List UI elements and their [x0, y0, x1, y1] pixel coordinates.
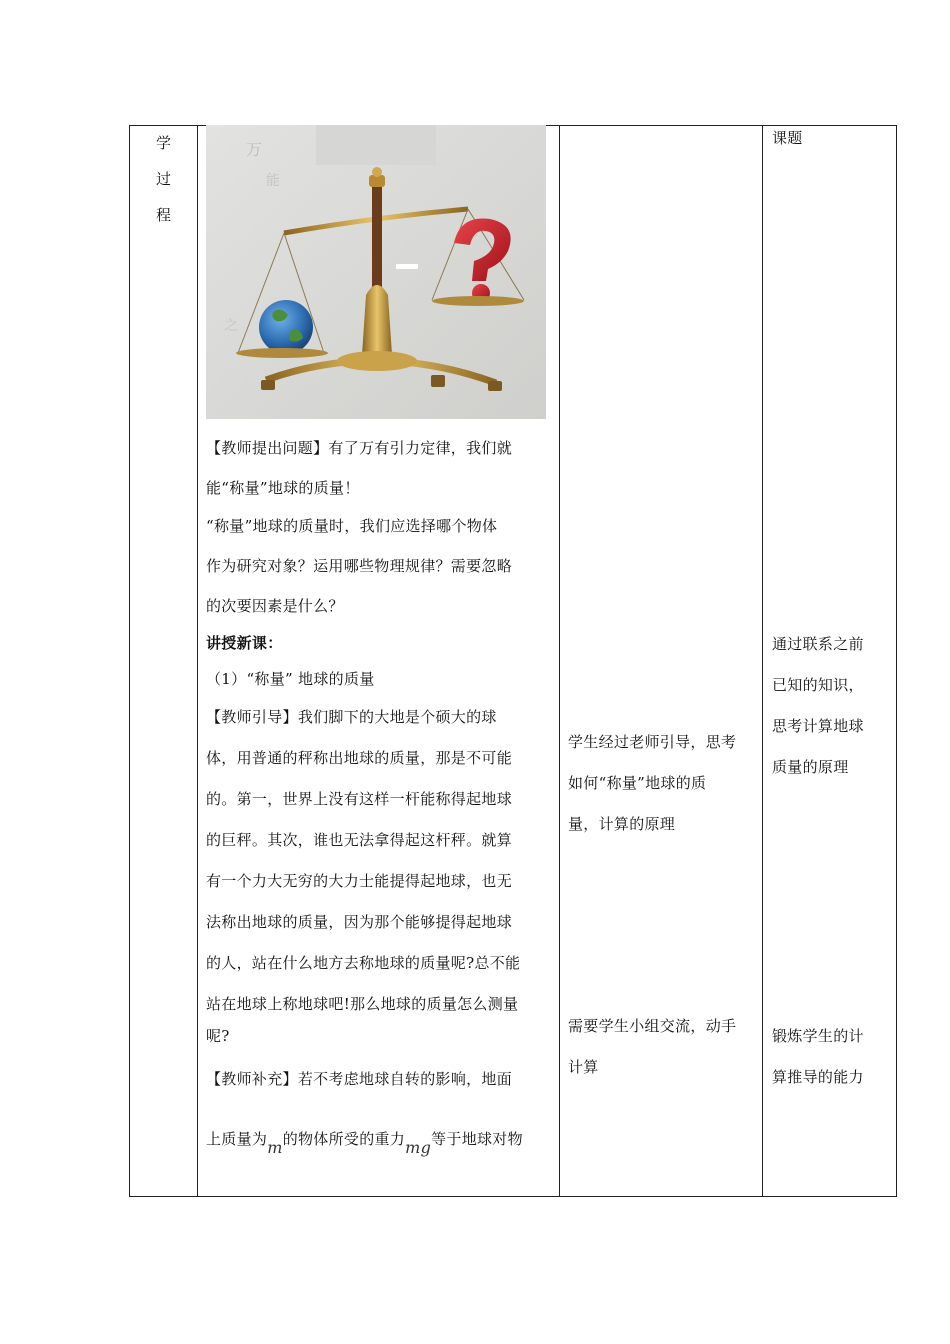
text-line: 呢?: [206, 1027, 230, 1045]
text-line: 的人，站在什么地方去称地球的质量呢?总不能: [206, 954, 521, 972]
table-divider-1: [197, 125, 198, 1197]
question-text: 有了万有引力定律，我们就: [328, 439, 513, 457]
text-line: 锻炼学生的计: [772, 1027, 864, 1045]
new-lesson-heading: 讲授新课：: [206, 634, 283, 652]
text-line: 体，用普通的秤称出地球的质量，那是不可能: [206, 749, 513, 767]
design-intent-1: [772, 624, 890, 788]
text-line: 量，计算的原理: [568, 815, 676, 833]
text-line: 思考计算地球: [772, 717, 864, 735]
table-border-left: [129, 125, 130, 1197]
text-line: 如何“称量”地球的质: [568, 774, 707, 792]
stage-char: 学: [155, 134, 171, 152]
table-divider-3: [762, 125, 763, 1197]
supp-text: 等于地球对物: [431, 1130, 523, 1148]
text-line: [206, 428, 552, 468]
student-activity-1: [568, 722, 758, 845]
stage-char: 过: [155, 170, 171, 188]
intent-topic: 课题: [772, 129, 803, 147]
guide-text: 我们脚下的大地是个硕大的球: [297, 708, 497, 726]
text-line: [206, 1064, 552, 1094]
teacher-supplement-para: [206, 1064, 552, 1094]
text-line: [206, 697, 552, 738]
text-line: 的。第一，世界上没有这样一杆能称得起地球: [206, 790, 513, 808]
design-intent-2: [772, 1016, 890, 1098]
guide-tag: 【教师引导】: [206, 708, 298, 726]
question-tag: 【教师提出问题】: [206, 439, 329, 457]
balance-scale-earth-question-icon: [206, 125, 546, 419]
svg-text:能: 能: [266, 173, 280, 189]
teacher-question-para: [206, 428, 552, 508]
text-line: 的巨秤。其次，谁也无法拿得起这杆秤。就算: [206, 831, 513, 849]
text-line: “称量”地球的质量时，我们应选择哪个物体: [206, 517, 498, 535]
teacher-guide-para: [206, 697, 552, 1047]
table-border-right: [896, 125, 897, 1197]
svg-text:之: 之: [224, 318, 238, 334]
text-line: 计算: [568, 1058, 599, 1076]
text-line: 学生经过老师引导，思考: [568, 733, 737, 751]
text-line: 站在地球上称地球吧!那么地球的质量怎么测量: [206, 995, 519, 1013]
table-bottom-border: [129, 1196, 897, 1197]
supplement-line-2: [206, 1124, 552, 1157]
supp-text: 若不考虑地球自转的影响，地面: [297, 1070, 513, 1088]
text-line: 的次要因素是什么？: [206, 597, 344, 615]
text-line: 通过联系之前: [772, 635, 864, 653]
stage-label: [129, 125, 198, 233]
svg-text:万: 万: [246, 140, 263, 159]
stage-char: 程: [155, 206, 171, 224]
supp-text: 的物体所受的重力: [282, 1130, 406, 1148]
text-line: 作为研究对象？运用哪些物理规律？需要忽略: [206, 557, 513, 575]
math-symbol-m: m: [267, 1138, 283, 1157]
sub-heading: （1）“称量” 地球的质量: [206, 670, 375, 688]
text-line: 需要学生小组交流，动手: [568, 1017, 737, 1035]
text-line: 质量的原理: [772, 758, 849, 776]
text-line: 算推导的能力: [772, 1068, 864, 1086]
student-activity-2: [568, 1006, 758, 1088]
balance-scale-illustration: [206, 125, 546, 419]
math-symbol-mg: mg: [405, 1138, 432, 1157]
table-divider-2: [559, 125, 560, 1197]
text-line: 有一个力大无穷的大力士能提得起地球，也无: [206, 872, 513, 890]
text-line: 能“称量”地球的质量！: [206, 479, 360, 497]
supp-text: 上质量为: [206, 1130, 268, 1148]
text-line: 已知的知识，: [772, 676, 864, 694]
text-line: 法称出地球的质量，因为那个能够提得起地球: [206, 913, 513, 931]
ask-para: [206, 506, 552, 626]
supp-tag: 【教师补充】: [206, 1070, 298, 1088]
